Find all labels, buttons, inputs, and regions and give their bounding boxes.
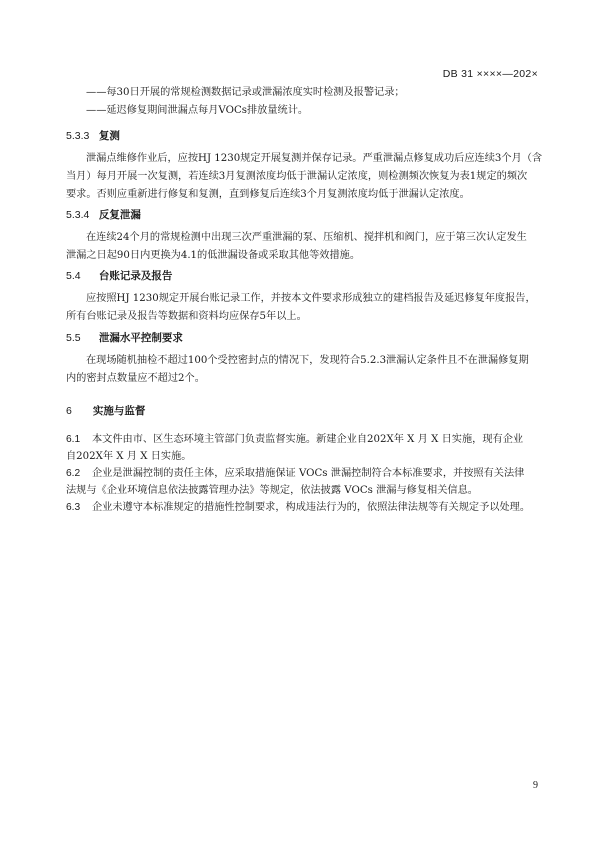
- paragraph-line: 在现场随机抽检不超过100个受控密封点的情况下，发现符合5.2.3泄漏认定条件且不在泄漏修复期: [86, 355, 529, 366]
- section-body-5-5: [66, 352, 546, 388]
- paragraph-line: 要求。否则应重新进行修复和复测，直到修复后连续3个月复测浓度均低于泄漏认定浓度。: [66, 189, 470, 200]
- clause-6-2: [66, 465, 548, 499]
- section-body-5-3-3: [66, 150, 546, 204]
- section-heading-5-3-3: [66, 128, 120, 143]
- section-title: 台账记录及报告: [98, 270, 173, 282]
- section-body-5-4: [66, 290, 546, 326]
- paragraph-line: 所有台账记录及报告等数据和资料均应保存5年以上。: [66, 311, 307, 322]
- page-number: 9: [533, 780, 538, 791]
- section-number: 5.4: [66, 270, 81, 282]
- section-heading-5-4: [66, 268, 172, 283]
- paragraph-line: 泄漏之日起90日内更换为4.1的低泄漏设备或采取其他等效措施。: [66, 250, 361, 261]
- clause-number: 6.1: [66, 434, 81, 445]
- paragraph-line: 在连续24个月的常规检测中出现三次严重泄漏的泵、压缩机、搅拌机和阀门，应于第三次认定发生: [86, 232, 527, 243]
- section-heading-6: [66, 403, 145, 418]
- clause-number: 6.3: [66, 502, 81, 513]
- clause-line: 法规与《企业环境信息依法披露管理办法》等规定，依法披露 VOCs 泄漏与修复相关信息。: [66, 485, 478, 496]
- list-item: ——延迟修复期间泄漏点每月VOCs排放量统计。: [86, 105, 309, 116]
- clause-6-1: [66, 431, 548, 465]
- paragraph-line: 内的密封点数量应不超过2个。: [66, 373, 205, 384]
- clause-line: 企业未遵守本标准规定的措施性控制要求，构成违法行为的，依照法律法规等有关规定予以处理。: [92, 502, 531, 513]
- clause-line: 本文件由市、区生态环境主管部门负责监督实施。新建企业自202X年 X 月 X 日实施，现有企业: [92, 434, 524, 445]
- clause-line: 自202X年 X 月 X 日实施。: [66, 451, 192, 462]
- list-item: ——每30日开展的常规检测数据记录或泄漏浓度实时检测及报警记录；: [86, 87, 405, 98]
- section-number: 5.3.4: [66, 209, 90, 221]
- paragraph-line: 泄漏点维修作业后，应按HJ 1230规定开展复测并保存记录。严重泄漏点修复成功后应连续3个月（含: [86, 153, 543, 164]
- section-title: 实施与监督: [92, 405, 146, 417]
- section-number: 5.3.3: [66, 130, 90, 142]
- section-title: 复测: [98, 130, 120, 142]
- section-heading-5-5: [66, 330, 183, 345]
- standard-code-header: DB 31 ××××—202×: [442, 68, 538, 80]
- section-body-5-3-4: [66, 229, 546, 265]
- clause-6-3: [66, 499, 548, 516]
- section-title: 泄漏水平控制要求: [98, 332, 183, 344]
- section-number: 6: [66, 405, 72, 417]
- intro-list: [66, 84, 546, 120]
- clause-line: 企业是泄漏控制的责任主体，应采取措施保证 VOCs 泄漏控制符合本标准要求，并按照有关法律: [92, 468, 525, 479]
- section-heading-5-3-4: [66, 207, 141, 222]
- section-title: 反复泄漏: [98, 209, 141, 221]
- clause-number: 6.2: [66, 468, 81, 479]
- section-number: 5.5: [66, 332, 81, 344]
- paragraph-line: 应按照HJ 1230规定开展台账记录工作，并按本文件要求形成独立的建档报告及延迟修复年度报告，: [86, 293, 536, 304]
- paragraph-line: 当月）每月开展一次复测，若连续3月复测浓度均低于泄漏认定浓度，则检测频次恢复为表1规定的频次: [66, 171, 528, 182]
